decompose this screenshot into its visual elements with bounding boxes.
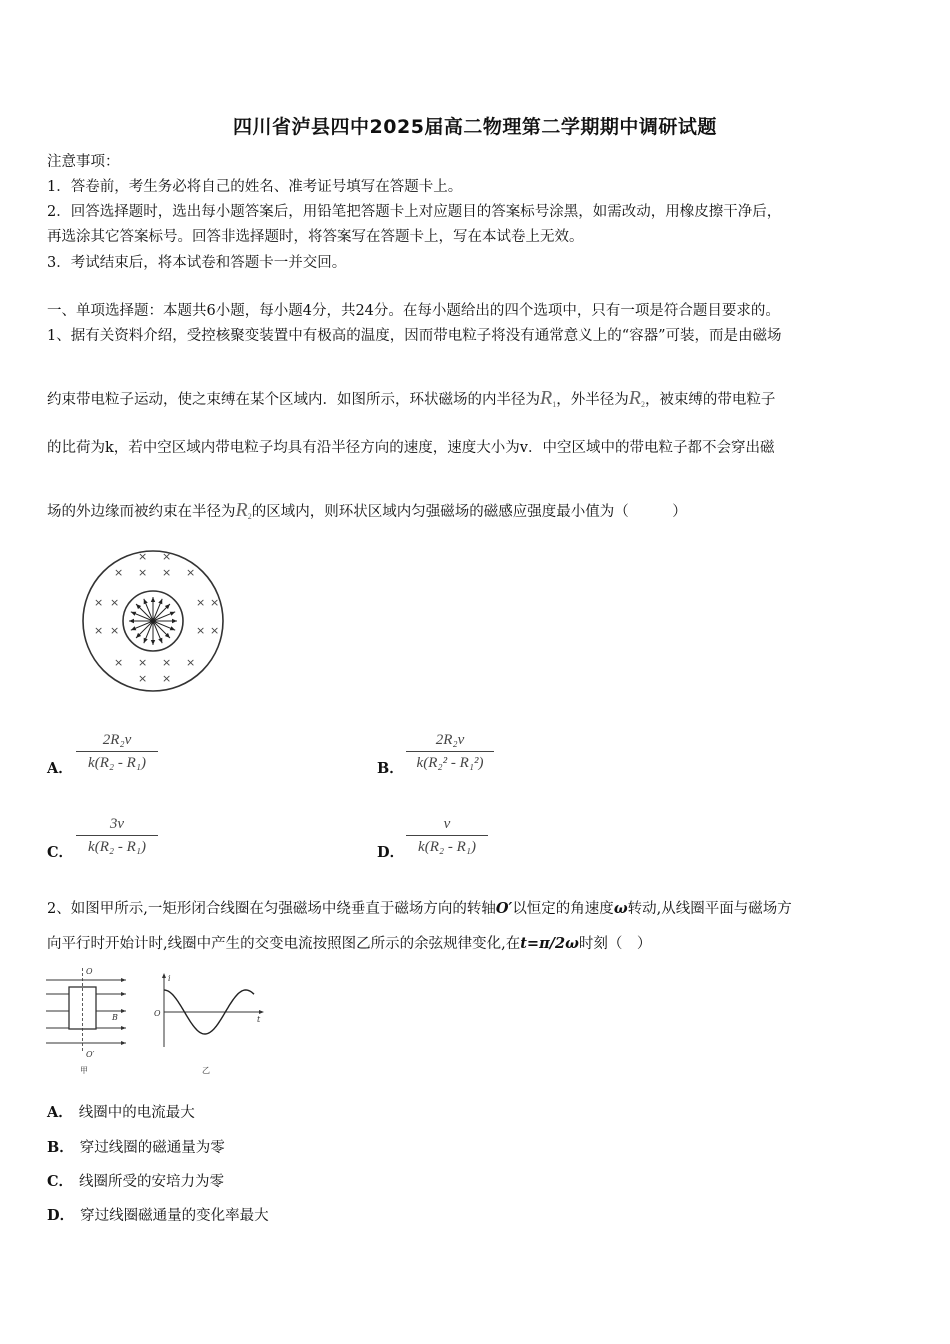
q1-option-c-num: 3v <box>76 816 158 836</box>
field-label-b: B <box>112 1013 118 1022</box>
q2-option-b-label: B． <box>47 1139 74 1156</box>
r2-symbol-2: $R_2$ <box>235 499 252 521</box>
q2-option-c <box>47 1172 224 1192</box>
cross-mark: × <box>162 566 172 579</box>
cross-mark: × <box>186 566 196 579</box>
q2-line1-text-c: 转动,从线圈平面与磁场方 <box>627 901 792 917</box>
q2-omega-symbol: ω <box>613 900 628 917</box>
current-graph <box>154 973 264 1075</box>
arrow-head <box>129 619 134 623</box>
r2-symbol: $R_2$ <box>628 387 645 409</box>
arrow-head <box>172 619 177 623</box>
cross-mark: × <box>210 624 220 637</box>
cross-mark: × <box>138 550 148 563</box>
q2-line2-text-a: 向平行时开始计时,线圈中产生的交变电流按照图乙所示的余弦规律变化,在 <box>47 936 521 952</box>
q2-line2-text-b: 时刻（ ） <box>578 936 652 952</box>
q1-option-d-num: v <box>406 816 488 836</box>
graph-label-i: i <box>168 974 171 983</box>
q1-option-d-fraction <box>406 816 488 856</box>
q1-line2-text-a: 约束带电粒子运动，使之束缚在某个区域内．如图所示，环状磁场的内半径为 <box>47 392 540 408</box>
q1-option-a-label: A． <box>47 760 73 777</box>
q1-option-d-den: k(R₂ - R₁) <box>418 839 476 855</box>
section-heading: 一、单项选择题：本题共6小题，每小题4分，共24分。在每小题给出的四个选项中，只有一项是符合题目要求的。 <box>47 303 780 319</box>
q2-time-expr: t=π/2ω <box>520 935 579 952</box>
q1-option-c-fraction <box>76 816 158 856</box>
q2-option-a-text: 线圈中的电流最大 <box>78 1105 195 1121</box>
cross-mark: × <box>110 624 120 637</box>
q1-line2-text-b: ，外半径为 <box>556 392 629 408</box>
q1-option-d-label: D． <box>377 844 405 861</box>
graph-label-origin: O <box>154 1009 161 1018</box>
q1-option-c-label: C． <box>47 844 74 861</box>
cross-mark: × <box>196 624 206 637</box>
graph-label-t: t <box>257 1015 261 1024</box>
cross-mark: × <box>110 596 120 609</box>
radial-arrows <box>129 597 177 645</box>
page-title: 四川省泸县四中2025届高二物理第二学期期中调研试题 <box>233 116 717 138</box>
cross-mark: × <box>162 672 172 685</box>
q2-option-d <box>47 1206 269 1226</box>
q1-option-b-den: k(R₂² - R₁²) <box>416 755 484 771</box>
q2-option-a <box>47 1103 195 1123</box>
notice-item-2: 2．回答选择题时，选出每小题答案后，用铅笔把答题卡上对应题目的答案标号涂黑，如需改动，用橡皮擦干净后， <box>47 204 782 220</box>
q2-option-d-text: 穿过线圈磁通量的变化率最大 <box>80 1208 269 1224</box>
q2-option-a-label: A． <box>47 1104 73 1121</box>
arrow-head <box>151 640 155 645</box>
q1-line2 <box>47 388 775 415</box>
q2-option-c-label: C． <box>47 1173 74 1190</box>
figure-label-yi: 乙 <box>202 1066 210 1075</box>
q1-option-a-fraction <box>76 732 158 772</box>
q2-line1-text-a: 2、如图甲所示,一矩形闭合线圈在匀强磁场中绕垂直于磁场方向的转轴 <box>47 901 496 917</box>
q1-option-a-den: k(R₂ - R₁) <box>88 755 146 771</box>
q2-figure <box>44 965 274 1080</box>
q1-line1: 1、据有关资料介绍，受控核聚变装置中有极高的温度，因而带电粒子将没有通常意义上的“容器”可装，而是由磁场 <box>47 328 782 344</box>
cross-mark: × <box>162 550 172 563</box>
q2-option-d-label: D． <box>47 1207 75 1224</box>
cross-mark: × <box>138 566 148 579</box>
q2-option-b <box>47 1138 225 1158</box>
coil-diagram <box>46 967 126 1075</box>
q2-axis-symbol: O′ <box>495 900 513 917</box>
r1-symbol: $R_1$ <box>540 387 557 409</box>
q1-line4 <box>47 500 687 527</box>
cross-mark: × <box>162 656 172 669</box>
q1-line4-text-a: 场的外边缘而被约束在半径为 <box>47 504 236 520</box>
figure-label-jia: 甲 <box>80 1066 88 1075</box>
arrow-head <box>151 597 155 602</box>
axis-label-oprime: O′ <box>86 1050 95 1059</box>
q2-line1-text-b: 以恒定的角速度 <box>512 901 614 917</box>
axis-label-o: O <box>86 967 93 976</box>
cross-mark: × <box>114 656 124 669</box>
notice-item-2-cont: 再选涂其它答案标号。回答非选择题时，将答案写在答题卡上，写在本试卷上无效。 <box>47 229 584 245</box>
ring-field-figure <box>80 548 226 694</box>
cross-mark: × <box>94 624 104 637</box>
q1-option-b-label: B． <box>377 760 404 777</box>
notice-heading: 注意事项： <box>47 154 120 170</box>
q1-option-b-fraction <box>406 732 494 772</box>
q2-option-b-text: 穿过线圈的磁通量为零 <box>79 1140 225 1156</box>
q1-option-a-num: 2R₂v <box>76 732 158 752</box>
q1-line3: 的比荷为k，若中空区域内带电粒子均具有沿半径方向的速度，速度大小为v．中空区域中的带电粒子都不会穿出磁 <box>47 440 775 456</box>
q2-line1 <box>47 899 792 919</box>
cross-mark: × <box>138 656 148 669</box>
q1-line2-text-c: ，被束缚的带电粒子 <box>644 392 776 408</box>
q2-option-c-text: 线圈所受的安培力为零 <box>79 1174 225 1190</box>
cross-mark: × <box>186 656 196 669</box>
q1-line4-text-b: 的区域内，则环状区域内匀强磁场的磁感应强度最小值为（ ） <box>251 504 687 520</box>
cross-mark: × <box>94 596 104 609</box>
cross-mark: × <box>210 596 220 609</box>
q2-line2 <box>47 934 651 954</box>
cross-mark: × <box>196 596 206 609</box>
notice-item-3: 3．考试结束后，将本试卷和答题卡一并交回。 <box>47 255 347 271</box>
notice-item-1: 1．答卷前，考生务必将自己的姓名、准考证号填写在答题卡上。 <box>47 179 463 195</box>
q1-option-b-num: 2R₂v <box>406 732 494 752</box>
cross-mark: × <box>138 672 148 685</box>
cross-mark: × <box>114 566 124 579</box>
q1-option-c-den: k(R₂ - R₁) <box>88 839 146 855</box>
